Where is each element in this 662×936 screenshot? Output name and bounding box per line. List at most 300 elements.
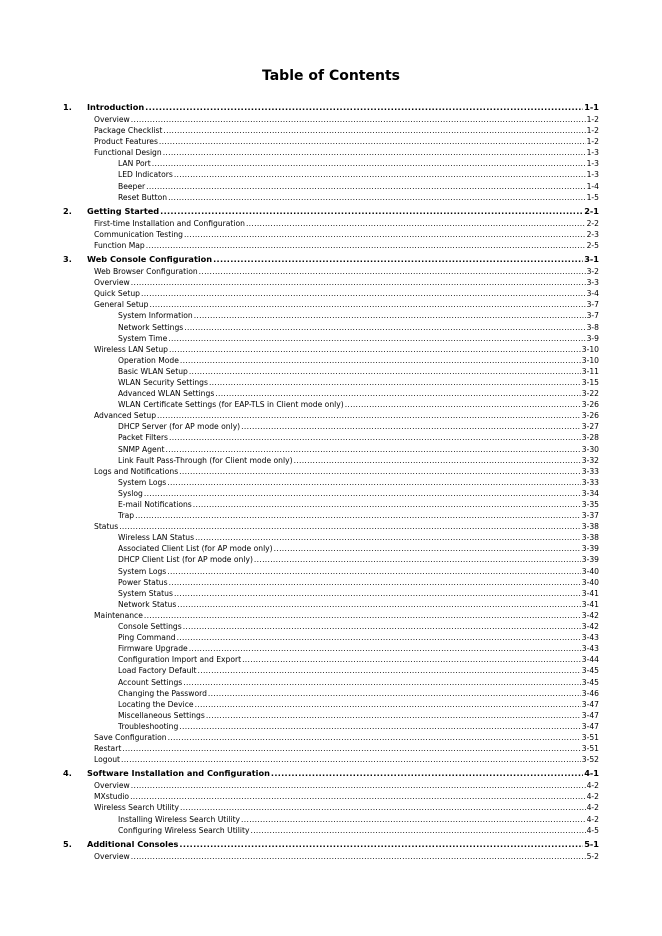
toc-subsection[interactable]: [0, 377, 662, 388]
toc-entry-label: Wireless LAN Status: [118, 533, 195, 543]
chapter-number: 5.: [63, 838, 72, 849]
toc-row: [118, 577, 599, 588]
toc-page-number: 4-2: [586, 792, 599, 802]
toc-row: [118, 632, 599, 643]
dot-leader: [169, 577, 581, 588]
dot-leader: [206, 710, 581, 721]
toc-entry-label: Network Status: [118, 599, 177, 609]
toc-chapter[interactable]: [0, 206, 662, 217]
toc-entry-label: Product Features: [94, 137, 158, 147]
toc-row: [118, 825, 599, 836]
toc-page-number: 3-33: [581, 477, 599, 487]
toc-row: [94, 218, 599, 229]
toc-subsection[interactable]: [0, 499, 662, 510]
dot-leader: [179, 839, 583, 849]
toc-section[interactable]: [0, 218, 662, 229]
dot-leader: [189, 643, 581, 654]
toc-page-number: 3-15: [581, 377, 599, 387]
toc-entry-label: Firmware Upgrade: [118, 644, 188, 654]
toc-entry-label: SNMP Agent: [118, 444, 165, 454]
toc-page-number: 3-26: [581, 400, 599, 410]
toc-page-number: 3-40: [581, 566, 599, 576]
table-of-contents: [0, 99, 662, 862]
toc-entry-label: Miscellaneous Settings: [118, 710, 205, 720]
toc-subsection[interactable]: [0, 532, 662, 543]
toc-entry-label: Advanced WLAN Settings: [118, 389, 215, 399]
dot-leader: [163, 125, 585, 136]
dot-leader: [174, 588, 581, 599]
toc-entry-label: MXstudio: [94, 792, 130, 802]
toc-entry-label: System Logs: [118, 477, 167, 487]
toc-entry-label: Logout: [94, 755, 120, 765]
toc-subsection[interactable]: [0, 588, 662, 599]
toc-entry-label: Overview: [94, 851, 130, 861]
toc-page-number: 2-1: [584, 205, 599, 216]
toc-row: [118, 488, 599, 499]
toc-subsection[interactable]: [0, 688, 662, 699]
toc-subsection[interactable]: [0, 814, 662, 825]
toc-subsection[interactable]: [0, 677, 662, 688]
toc-page-number: 3-27: [581, 422, 599, 432]
toc-subsection[interactable]: [0, 721, 662, 732]
toc-entry-label: Beeper: [118, 181, 146, 191]
toc-section[interactable]: [0, 732, 662, 743]
toc-subsection[interactable]: [0, 665, 662, 676]
toc-chapter[interactable]: [0, 839, 662, 850]
toc-entry-label: Configuration Import and Export: [118, 655, 242, 665]
dot-leader: [209, 377, 581, 388]
toc-page-number: 3-43: [581, 644, 599, 654]
toc-row: [118, 688, 599, 699]
toc-page-number: 3-41: [581, 588, 599, 598]
toc-page-number: 3-52: [581, 755, 599, 765]
toc-page-number: 3-39: [581, 555, 599, 565]
dot-leader: [167, 477, 581, 488]
toc-section[interactable]: [0, 344, 662, 355]
toc-subsection[interactable]: [0, 510, 662, 521]
toc-entry-label: Wireless Search Utility: [94, 803, 180, 813]
dot-leader: [146, 181, 585, 192]
toc-row: [87, 768, 599, 778]
toc-section[interactable]: [0, 147, 662, 158]
toc-subsection[interactable]: [0, 643, 662, 654]
toc-subsection[interactable]: [0, 432, 662, 443]
toc-entry-label: Overview: [94, 781, 130, 791]
toc-section[interactable]: [0, 136, 662, 147]
toc-page-number: 3-28: [581, 433, 599, 443]
toc-entry-label: WLAN Certificate Settings (for EAP-TLS in Client mode only): [118, 400, 344, 410]
toc-row: [118, 377, 599, 388]
toc-entry-label: Installing Wireless Search Utility: [118, 814, 241, 824]
toc-section[interactable]: [0, 521, 662, 532]
toc-page-number: 3-4: [586, 289, 599, 299]
toc-page-number: 3-3: [586, 278, 599, 288]
toc-entry-label: Troubleshooting: [118, 721, 179, 731]
toc-subsection[interactable]: [0, 632, 662, 643]
dot-leader: [241, 814, 586, 825]
toc-page-number: 3-41: [581, 599, 599, 609]
toc-page-number: 3-2: [586, 267, 599, 277]
dot-leader: [345, 399, 581, 410]
toc-subsection[interactable]: [0, 322, 662, 333]
toc-entry-label: Web Browser Configuration: [94, 267, 198, 277]
toc-row: [94, 732, 599, 743]
toc-subsection[interactable]: [0, 181, 662, 192]
toc-page-number: 1-5: [586, 192, 599, 202]
toc-section[interactable]: [0, 780, 662, 791]
toc-page-number: 3-51: [581, 744, 599, 754]
toc-entry-label: Syslog: [118, 488, 143, 498]
dot-leader: [130, 791, 586, 802]
toc-subsection[interactable]: [0, 554, 662, 565]
toc-page-number: 3-26: [581, 411, 599, 421]
dot-leader: [183, 677, 581, 688]
toc-page-number: 3-46: [581, 688, 599, 698]
toc-entry-label: System Logs: [118, 566, 167, 576]
dot-leader: [294, 455, 581, 466]
toc-page-number: 3-8: [586, 322, 599, 332]
toc-row: [118, 654, 599, 665]
dot-leader: [157, 410, 581, 421]
toc-page-number: 3-45: [581, 666, 599, 676]
toc-entry-label: Introduction: [87, 102, 145, 112]
toc-row: [94, 277, 599, 288]
toc-subsection[interactable]: [0, 599, 662, 610]
toc-row: [94, 240, 599, 251]
dot-leader: [213, 254, 583, 264]
toc-row: [118, 710, 599, 721]
dot-leader: [131, 114, 586, 125]
toc-subsection[interactable]: [0, 158, 662, 169]
toc-page-number: 3-47: [581, 710, 599, 720]
toc-row: [94, 466, 599, 477]
toc-row: [94, 780, 599, 791]
toc-subsection[interactable]: [0, 388, 662, 399]
toc-subsection[interactable]: [0, 825, 662, 836]
dot-leader: [189, 366, 581, 377]
toc-section[interactable]: [0, 754, 662, 765]
toc-page-number: 5-2: [586, 851, 599, 861]
toc-row: [94, 344, 599, 355]
toc-page-number: 1-1: [584, 102, 599, 112]
toc-entry-label: Additional Consoles: [87, 838, 179, 849]
dot-leader: [149, 299, 585, 310]
toc-row: [118, 388, 599, 399]
toc-section[interactable]: [0, 299, 662, 310]
toc-row: [94, 136, 599, 147]
toc-subsection[interactable]: [0, 543, 662, 554]
toc-subsection[interactable]: [0, 399, 662, 410]
dot-leader: [179, 721, 580, 732]
toc-entry-label: Restart: [94, 744, 122, 754]
toc-row: [118, 588, 599, 599]
toc-section[interactable]: [0, 266, 662, 277]
toc-subsection[interactable]: [0, 444, 662, 455]
toc-row: [118, 169, 599, 180]
chapter-number: 3.: [63, 254, 72, 265]
toc-subsection[interactable]: [0, 421, 662, 432]
toc-page-number: 3-51: [581, 732, 599, 742]
toc-row: [94, 802, 599, 813]
toc-page-number: 2-2: [586, 218, 599, 228]
toc-row: [94, 791, 599, 802]
toc-row: [118, 181, 599, 192]
dot-leader: [183, 621, 581, 632]
dot-leader: [177, 599, 580, 610]
toc-row: [118, 621, 599, 632]
toc-page-number: 3-10: [581, 344, 599, 354]
dot-leader: [184, 229, 586, 240]
toc-entry-label: WLAN Security Settings: [118, 377, 208, 387]
toc-subsection[interactable]: [0, 169, 662, 180]
toc-entry-label: Configuring Wireless Search Utility: [118, 825, 250, 835]
toc-section[interactable]: [0, 125, 662, 136]
toc-page-number: 3-42: [581, 622, 599, 632]
toc-row: [118, 665, 599, 676]
toc-page-number: 1-2: [586, 126, 599, 136]
toc-subsection[interactable]: [0, 699, 662, 710]
toc-page-number: 3-7: [586, 300, 599, 310]
toc-page-number: 3-7: [586, 311, 599, 321]
dot-leader: [195, 699, 581, 710]
toc-entry-label: LED Indicators: [118, 170, 173, 180]
toc-row: [118, 477, 599, 488]
toc-row: [94, 743, 599, 754]
toc-row: [118, 192, 599, 203]
toc-row: [94, 266, 599, 277]
toc-subsection[interactable]: [0, 455, 662, 466]
toc-entry-label: Ping Command: [118, 633, 176, 643]
toc-row: [94, 521, 599, 532]
toc-row: [118, 399, 599, 410]
toc-entry-label: Package Checklist: [94, 126, 163, 136]
toc-section[interactable]: [0, 610, 662, 621]
toc-chapter[interactable]: [0, 102, 662, 113]
toc-section[interactable]: [0, 277, 662, 288]
toc-page-number: 3-34: [581, 488, 599, 498]
dot-leader: [121, 754, 581, 765]
toc-page-number: 1-2: [586, 137, 599, 147]
dot-leader: [242, 654, 581, 665]
toc-entry-label: DHCP Client List (for AP mode only): [118, 555, 253, 565]
toc-entry-label: Overview: [94, 115, 130, 124]
toc-row: [94, 851, 599, 862]
toc-row: [118, 366, 599, 377]
toc-entry-label: Maintenance: [94, 610, 143, 620]
toc-section[interactable]: [0, 743, 662, 754]
toc-subsection[interactable]: [0, 366, 662, 377]
toc-section[interactable]: [0, 410, 662, 421]
toc-page-number: 3-11: [581, 366, 599, 376]
toc-page-number: 3-44: [581, 655, 599, 665]
toc-row: [118, 554, 599, 565]
dot-leader: [195, 532, 581, 543]
toc-row: [118, 814, 599, 825]
toc-entry-label: Account Settings: [118, 677, 183, 687]
dot-leader: [271, 768, 583, 778]
toc-page-number: 3-33: [581, 466, 599, 476]
toc-entry-label: Link Fault Pass-Through (for Client mode only): [118, 455, 293, 465]
toc-page-number: 3-47: [581, 721, 599, 731]
toc-section[interactable]: [0, 114, 662, 125]
toc-subsection[interactable]: [0, 488, 662, 499]
toc-row: [118, 455, 599, 466]
toc-page-number: 2-3: [586, 229, 599, 239]
dot-leader: [184, 322, 585, 333]
dot-leader: [131, 851, 586, 862]
dot-leader: [135, 510, 581, 521]
dot-leader: [174, 169, 586, 180]
toc-entry-label: E-mail Notifications: [118, 500, 192, 509]
toc-row: [118, 322, 599, 333]
toc-row: [118, 355, 599, 366]
toc-row: [87, 254, 599, 264]
dot-leader: [177, 632, 581, 643]
toc-page-number: 3-22: [581, 389, 599, 399]
dot-leader: [246, 218, 586, 229]
toc-subsection[interactable]: [0, 477, 662, 488]
toc-entry-label: Logs and Notifications: [94, 466, 179, 476]
toc-entry-label: Associated Client List (for AP mode only): [118, 544, 273, 554]
toc-subsection[interactable]: [0, 621, 662, 632]
toc-page-number: 3-42: [581, 610, 599, 620]
toc-entry-label: System Status: [118, 588, 173, 598]
toc-section[interactable]: [0, 802, 662, 813]
toc-entry-label: Overview: [94, 278, 130, 288]
toc-row: [118, 543, 599, 554]
toc-entry-label: Status: [94, 522, 119, 532]
toc-page-number: 1-3: [586, 159, 599, 169]
toc-subsection[interactable]: [0, 577, 662, 588]
toc-entry-label: System Time: [118, 333, 168, 343]
toc-row: [118, 566, 599, 577]
toc-entry-label: Network Settings: [118, 322, 184, 332]
toc-row: [94, 229, 599, 240]
toc-page-number: 3-39: [581, 544, 599, 554]
toc-page-number: 3-47: [581, 699, 599, 709]
toc-entry-label: First-time Installation and Configuration: [94, 218, 245, 228]
toc-page-number: 2-5: [586, 240, 599, 250]
toc-row: [118, 421, 599, 432]
toc-row: [118, 510, 599, 521]
toc-page-number: 4-2: [586, 803, 599, 813]
toc-entry-label: LAN Port: [118, 159, 151, 169]
toc-subsection[interactable]: [0, 710, 662, 721]
toc-entry-label: Function Map: [94, 240, 145, 250]
toc-row: [94, 125, 599, 136]
toc-page-number: 3-37: [581, 511, 599, 521]
toc-row: [94, 288, 599, 299]
toc-row: [118, 310, 599, 321]
toc-entry-label: Packet Filters: [118, 433, 169, 443]
toc-subsection[interactable]: [0, 654, 662, 665]
toc-entry-label: Software Installation and Configuration: [87, 768, 270, 779]
dot-leader: [199, 266, 586, 277]
toc-entry-label: Power Status: [118, 577, 168, 587]
toc-chapter[interactable]: [0, 768, 662, 779]
dot-leader: [131, 277, 586, 288]
toc-entry-label: Advanced Setup: [94, 411, 157, 421]
toc-entry-label: DHCP Server (for AP mode only): [118, 422, 241, 432]
toc-entry-label: Locating the Device: [118, 699, 194, 709]
toc-page-number: 4-1: [584, 768, 599, 779]
toc-row: [118, 444, 599, 455]
toc-section[interactable]: [0, 466, 662, 477]
dot-leader: [180, 355, 581, 366]
dot-leader: [145, 102, 583, 112]
toc-row: [94, 410, 599, 421]
toc-entry-label: Basic WLAN Setup: [118, 366, 188, 376]
dot-leader: [194, 310, 586, 321]
toc-page-number: 1-3: [586, 170, 599, 180]
toc-section[interactable]: [0, 229, 662, 240]
toc-page-number: 1-2: [586, 115, 599, 124]
toc-entry-label: Getting Started: [87, 205, 160, 216]
toc-section[interactable]: [0, 240, 662, 251]
dot-leader: [169, 432, 581, 443]
dot-leader: [119, 521, 581, 532]
toc-entry-label: General Setup: [94, 300, 149, 310]
toc-section[interactable]: [0, 851, 662, 862]
toc-row: [118, 333, 599, 344]
toc-page-number: 4-2: [586, 781, 599, 791]
dot-leader: [122, 743, 580, 754]
dot-leader: [168, 333, 585, 344]
toc-page-number: 3-43: [581, 633, 599, 643]
toc-section[interactable]: [0, 791, 662, 802]
chapter-number: 1.: [63, 102, 72, 112]
chapter-number: 4.: [63, 768, 72, 779]
chapter-number: 2.: [63, 205, 72, 216]
dot-leader: [167, 566, 581, 577]
dot-leader: [160, 206, 583, 216]
toc-entry-label: Trap: [118, 511, 135, 521]
toc-section[interactable]: [0, 288, 662, 299]
dot-leader: [179, 466, 581, 477]
toc-page-number: 3-30: [581, 444, 599, 454]
toc-subsection[interactable]: [0, 192, 662, 203]
toc-chapter[interactable]: [0, 254, 662, 265]
toc-row: [87, 206, 599, 216]
toc-page-number: 3-40: [581, 577, 599, 587]
dot-leader: [274, 543, 581, 554]
toc-row: [118, 158, 599, 169]
dot-leader: [152, 158, 586, 169]
toc-subsection[interactable]: [0, 310, 662, 321]
toc-row: [118, 677, 599, 688]
toc-entry-label: Reset Button: [118, 192, 168, 202]
toc-page-number: 1-3: [586, 148, 599, 158]
toc-entry-label: System Information: [118, 311, 193, 321]
toc-row: [87, 102, 599, 112]
dot-leader: [215, 388, 580, 399]
toc-entry-label: Load Factory Default: [118, 666, 197, 676]
toc-row: [94, 299, 599, 310]
toc-row: [94, 754, 599, 765]
toc-page-number: 3-45: [581, 677, 599, 687]
toc-page-number: 3-38: [581, 533, 599, 543]
toc-page-number: 3-35: [581, 500, 599, 509]
toc-subsection[interactable]: [0, 566, 662, 577]
toc-entry-label: Quick Setup: [94, 289, 140, 299]
toc-entry-label: Operation Mode: [118, 355, 179, 365]
toc-row: [94, 114, 599, 125]
dot-leader: [198, 665, 581, 676]
toc-subsection[interactable]: [0, 333, 662, 344]
toc-entry-label: Communication Testing: [94, 229, 183, 239]
toc-subsection[interactable]: [0, 355, 662, 366]
toc-page-number: 4-5: [586, 825, 599, 835]
